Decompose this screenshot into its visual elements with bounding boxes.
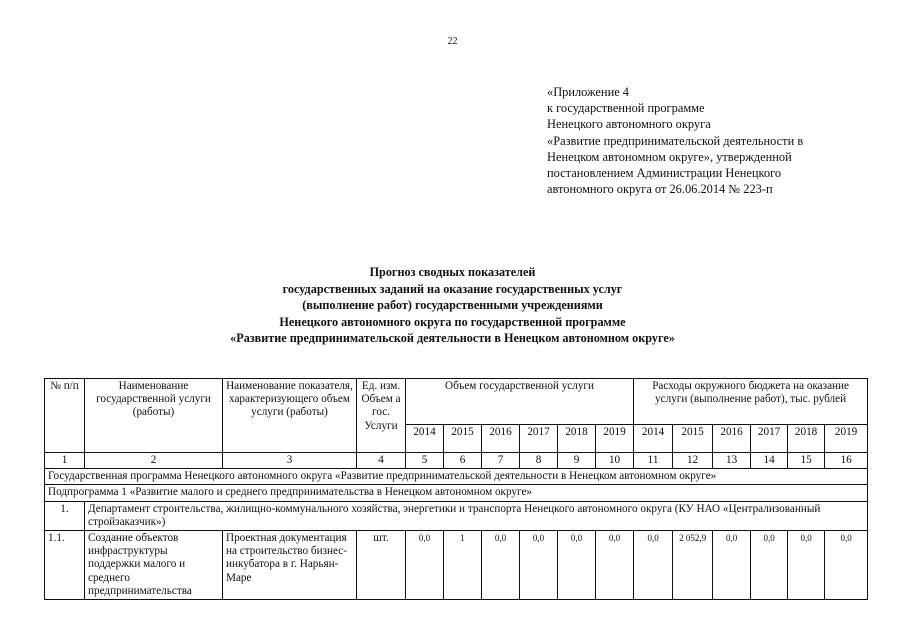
appendix-line: Ненецкого автономного округа [547,117,711,132]
column-number: 11 [634,453,673,469]
indicators-table [44,378,868,600]
column-number: 3 [223,453,357,469]
expense-value: 0,0 [788,531,825,600]
title-line: Ненецкого автономного округа по государственной программе [279,314,626,329]
column-number-row [45,453,868,469]
row-num: 1.1. [45,531,85,600]
expense-value: 0,0 [825,531,868,600]
title-line: государственных заданий на оказание государственных услуг [282,281,623,296]
department-row [45,501,868,530]
column-number: 9 [558,453,596,469]
volume-value: 0,0 [406,531,444,600]
header-num: № п/п [45,379,85,453]
header-year: 2018 [788,425,825,453]
header-year: 2018 [558,425,596,453]
column-number: 15 [788,453,825,469]
document-title [0,264,905,347]
row-service: Создание объектов инфраструктуры поддержки малого и среднего предпринимательства [85,531,223,600]
column-number: 4 [357,453,406,469]
appendix-line: автономного округа от 26.06.2014 № 223-п [547,182,773,197]
column-number: 14 [751,453,788,469]
column-number: 5 [406,453,444,469]
title-line: Прогноз сводных показателей [369,265,536,279]
subprogram-row [45,485,868,501]
column-number: 12 [673,453,713,469]
volume-value: 0,0 [558,531,596,600]
expense-value: 2 052,9 [673,531,713,600]
header-year: 2017 [520,425,558,453]
volume-value: 0,0 [520,531,558,600]
appendix-line: «Развитие предпринимательской деятельности в [547,133,804,148]
appendix-line: Ненецком автономном округе», утвержденной [547,149,792,164]
column-number: 1 [45,453,85,469]
title-line: «Развитие предпринимательской деятельности в Ненецком автономном округе» [230,331,675,346]
column-number: 6 [444,453,482,469]
header-year: 2017 [751,425,788,453]
header-unit: Ед. изм. Объем а гос. Услуги [357,379,406,453]
column-number: 13 [713,453,751,469]
header-expense-group: Расходы окружного бюджета на оказание услуги (выполнение работ), тыс. рублей [634,379,868,425]
header-year: 2016 [482,425,520,453]
column-number: 2 [85,453,223,469]
volume-value: 1 [444,531,482,600]
header-service-name: Наименование государственной услуги (работы) [85,379,223,453]
appendix-line: постановлением Администрации Ненецкого [547,166,782,181]
department-cell: Департамент строительства, жилищно-коммунального хозяйства, энергетики и транспорта Ненецкого автономного округа (КУ НАО «Централизованный стройзаказчик») [85,501,868,530]
row-indicator: Проектная документация на строительство бизнес-инкубатора в г. Нарьян-Маре [223,531,357,600]
row-unit: шт. [357,531,406,600]
column-number: 16 [825,453,868,469]
table-row [45,531,868,600]
column-number: 7 [482,453,520,469]
subprogram-cell: Подпрограмма 1 «Развитие малого и среднего предпринимательства в Ненецком автономном округе» [45,485,868,501]
expense-value: 0,0 [751,531,788,600]
program-cell: Государственная программа Ненецкого автономного округа «Развитие предпринимательской деятельности в Ненецком автономном округе» [45,469,868,485]
header-year: 2014 [634,425,673,453]
header-year: 2015 [444,425,482,453]
header-year: 2019 [596,425,634,453]
program-row [45,469,868,485]
header-year: 2014 [406,425,444,453]
appendix-block [547,84,887,197]
volume-value: 0,0 [482,531,520,600]
header-year: 2016 [713,425,751,453]
department-num: 1. [45,501,85,530]
page-number: 22 [447,36,458,47]
header-year: 2019 [825,425,868,453]
column-number: 10 [596,453,634,469]
appendix-line: к государственной программе [547,101,705,116]
volume-value: 0,0 [596,531,634,600]
title-line: (выполнение работ) государственными учреждениями [302,298,603,313]
column-number: 8 [520,453,558,469]
header-volume-group: Объем государственной услуги [406,379,634,425]
header-year: 2015 [673,425,713,453]
expense-value: 0,0 [713,531,751,600]
appendix-line: «Приложение 4 [547,85,629,99]
expense-value: 0,0 [634,531,673,600]
header-indicator-name: Наименование показателя, характеризующего объем услуги (работы) [223,379,357,453]
